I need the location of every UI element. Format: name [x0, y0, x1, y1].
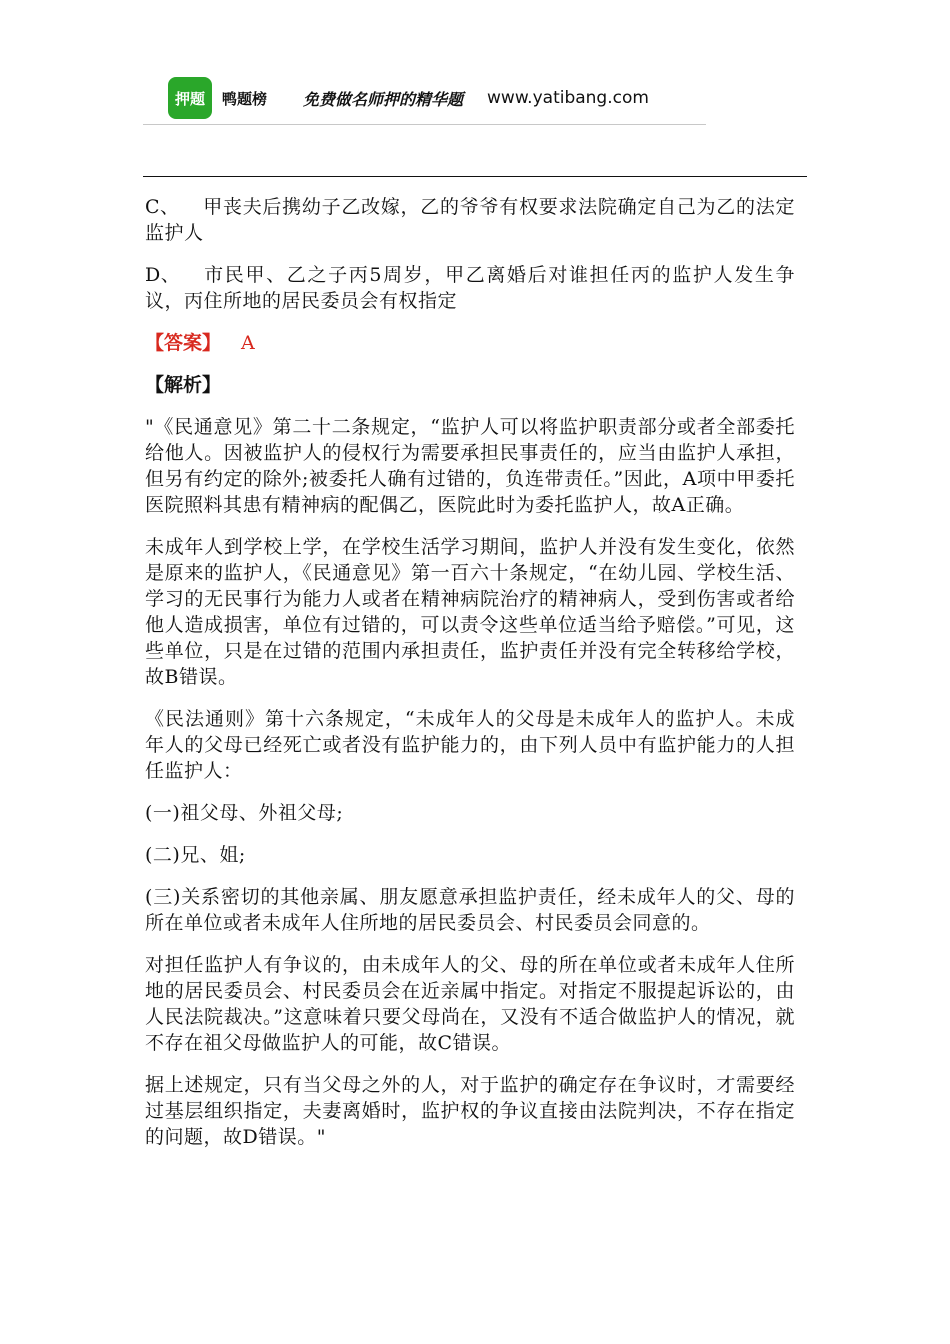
option-c — [145, 194, 795, 246]
content-divider — [143, 176, 807, 177]
analysis-paragraph: "《民通意见》第二十二条规定，“监护人可以将监护职责部分或者全部委托给他人。因被监护人的侵权行为需要承担民事责任的，应当由监护人承担，但另有约定的除外;被委托人确有过错的，负连带责任。”因此，A项中甲委托医院照料其患有精神病的配偶乙，医院此时为委托监护人，故A正确。 — [145, 416, 795, 516]
brand-logo[interactable] — [168, 77, 212, 119]
analysis-tag: 【解析】 — [145, 374, 222, 396]
option-text: 市民甲、乙之子丙5周岁，甲乙离婚后对谁担任丙的监护人发生争议，丙住所地的居民委员会有权指定 — [145, 264, 795, 312]
answer-line — [145, 330, 795, 356]
header-divider — [143, 124, 706, 125]
analysis-paragraph: 未成年人到学校上学，在学校生活学习期间，监护人并没有发生变化，依然是原来的监护人，《民通意见》第一百六十条规定，“在幼儿园、学校生活、学习的无民事行为能力人或者在精神病院治疗的精神病人，受到伤害或者给他人造成损害，单位有过错的，可以责令这些单位适当给予赔偿。”可见，这些单位，只是在过错的范围内承担责任，监护责任并没有完全转移给学校，故B错误。 — [145, 536, 795, 688]
brand-name: 鸭题榜 — [222, 89, 268, 108]
option-d — [145, 262, 795, 314]
answer-tag: 【答案】 — [145, 332, 222, 354]
analysis-paragraph: (二)兄、姐; — [145, 844, 246, 866]
option-label: D、 — [145, 264, 181, 286]
answer-value: A — [241, 332, 255, 354]
analysis-paragraph: 《民法通则》第十六条规定，“未成年人的父母是未成年人的监护人。未成年人的父母已经死亡或者没有监护能力的，由下列人员中有监护能力的人担任监护人： — [145, 708, 795, 782]
option-text: 甲丧夫后携幼子乙改嫁，乙的爷爷有权要求法院确定自己为乙的法定监护人 — [145, 196, 795, 244]
analysis-paragraph: 据上述规定，只有当父母之外的人，对于监护的确定存在争议时，才需要经过基层组织指定，夫妻离婚时，监护权的争议直接由法院判决，不存在指定的问题，故D错误。" — [145, 1074, 795, 1148]
logo-text: 押题 — [174, 89, 205, 108]
analysis-paragraph: (一)祖父母、外祖父母; — [145, 802, 344, 824]
slogan: 免费做名师押的精华题 — [303, 89, 464, 109]
option-label: C、 — [145, 196, 180, 218]
site-url-link[interactable]: www.yatibang.com — [487, 88, 649, 108]
analysis-paragraph: (三)关系密切的其他亲属、朋友愿意承担监护责任，经未成年人的父、母的所在单位或者未成年人住所地的居民委员会、村民委员会同意的。 — [145, 886, 795, 934]
question-content — [145, 194, 795, 1166]
analysis-paragraph: 对担任监护人有争议的，由未成年人的父、母的所在单位或者未成年人住所地的居民委员会、村民委员会在近亲属中指定。对指定不服提起诉讼的，由人民法院裁决。”这意味着只要父母尚在，又没有不适合做监护人的情况，就不存在祖父母做监护人的可能，故C错误。 — [145, 954, 795, 1054]
page-header — [168, 76, 708, 120]
